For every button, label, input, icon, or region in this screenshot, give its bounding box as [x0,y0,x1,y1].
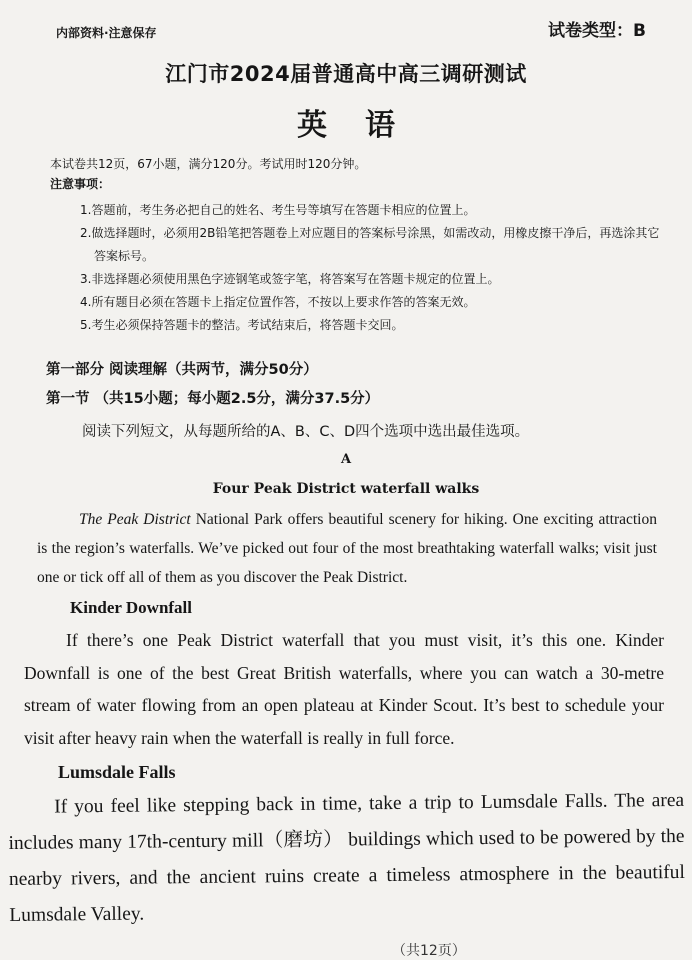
notes-list [80,199,670,337]
page-footer: （共12页） [392,943,466,959]
note-item: 4.所有题目必须在答题卡上指定位置作答，不按以上要求作答的答案无效。 [80,295,476,309]
section-heading-kinder: Kinder Downfall [70,598,193,617]
paper-type-value: B [633,21,646,41]
passage-title: Four Peak District waterfall walks [212,481,480,497]
passage-label: A [340,452,352,467]
note-item: 1.答题前，考生务必把自己的姓名、考生号等填写在答题卡相应的位置上。 [80,203,476,217]
section-text-lumsdale: If you feel like stepping back in time, take a trip to Lumsdale Falls. The area includes many 17th-century mill（磨坊） buildings which used to be powered by the nearby rivers, and the ancient ruins create a timeless atmosphere in the beautiful Lumsdale Valley. [8,789,686,926]
section-heading: 第一节 （共15小题；每小题2.5分，满分37.5分） [46,391,380,407]
note-item: 2.做选择题时，必须用2B铅笔把答题卷上对应题目的答案标号涂黑，如需改动，用橡皮擦干净后，再选涂其它答案标号。 [80,226,660,263]
note-item: 3.非选择题必须使用黑色字迹钢笔或签字笔，将答案写在答题卡规定的位置上。 [80,272,500,286]
section-heading-lumsdale: Lumsdale Falls [58,762,176,782]
part-heading: 第一部分 阅读理解（共两节，满分50分） [46,362,318,378]
notes-heading: 注意事项： [50,177,111,191]
subject-title: 英语 [297,108,433,143]
exam-title: 江门市2024届普通高中高三调研测试 [165,62,527,86]
exam-intro: 本试卷共12页，67小题，满分120分。考试用时120分钟。 [50,157,367,171]
confidential-label: 内部资料·注意保存 [56,26,157,40]
section-text-kinder: If there’s one Peak District waterfall that you must visit, it’s this one. Kinder Downfall is one of the best Great British waterfalls, where you can watch a 30-metre stream of water flowing from an open plateau at Kinder Scout. It’s best to schedule your visit after heavy rain when the waterfall is really in full force. [24,630,664,748]
instruction: 阅读下列短文，从每题所给的A、B、C、D四个选项中选出最佳选项。 [82,424,530,440]
paper-type [548,16,646,41]
paper-type-label: 试卷类型： [548,21,633,41]
note-item: 5.考生必须保持答题卡的整洁。考试结束后，将答题卡交回。 [80,318,404,332]
passage-intro [37,505,657,592]
park-name: The Peak District [79,511,191,528]
passage-intro-text: National Park offers beautiful scenery for hiking. One exciting attraction is the region’s waterfalls. We’ve picked out four of the most breathtaking waterfall walks; visit just one or tick off all of them as you discover the Peak District. [37,511,657,586]
